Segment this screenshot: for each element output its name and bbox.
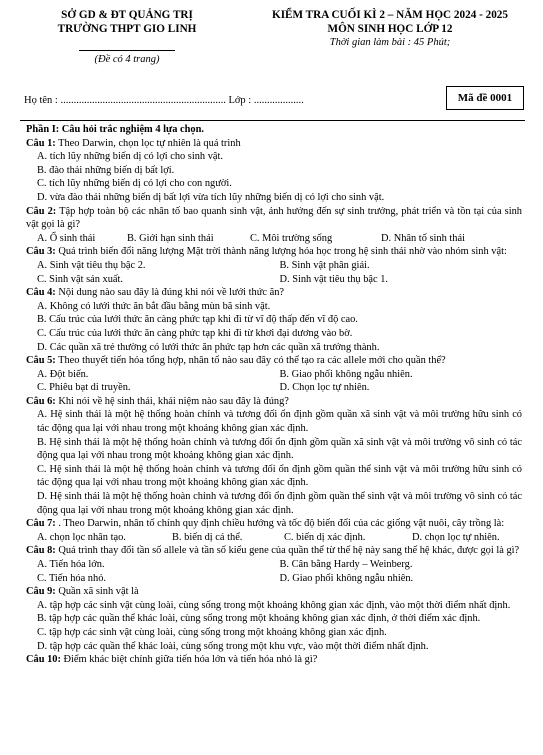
question-stem: Theo thuyết tiến hóa tổng hợp, nhân tố nào sau đây có thể tạo ra các allele mới cho quần thể? — [55, 355, 446, 367]
question-number: Câu 3: — [26, 246, 56, 258]
question-stem: Theo Darwin, chọn lọc tự nhiên là quá trình — [55, 137, 241, 149]
q6-option-d: D. Hệ sinh thái là một hệ thống hoàn chỉnh và tương đối ổn định gồm quần thể sinh vật và môi trường vô sinh có tác động qua lại với nhau trong một khoảng không gian xác định. — [37, 491, 522, 516]
q2-options — [26, 232, 522, 246]
question-stem: Nội dung nào sau đây là đúng khi nói về lưới thức ăn? — [55, 287, 285, 299]
part1-title: Phần I: Câu hỏi trắc nghiệm 4 lựa chọn. — [26, 124, 204, 135]
question-number: Câu 10: — [26, 654, 61, 666]
question-5 — [26, 354, 522, 368]
header-divider — [20, 120, 525, 121]
question-9 — [26, 585, 522, 599]
header-rule — [79, 50, 175, 51]
q1-option-c: C. tích lũy những biến dị có lợi cho con người. — [37, 178, 232, 190]
q9-option-d: D. tập hợp các quần thể khác loài, cùng sống trong một khu vực, vào một thời điểm nhất định. — [37, 640, 429, 652]
q3-option-d: D. Sinh vật tiêu thụ bậc 1. — [279, 273, 389, 285]
q6-option-c: C. Hệ sinh thái là một hệ thống hoàn chỉnh và tương đối ổn định gồm quần thể sinh vật và môi trường hữu sinh có tác động qua lại với nhau trong một khoảng không gian xác định. — [37, 463, 522, 489]
q4-option-b: B. Cấu trúc của lưới thức ăn càng phức tạp khi đi từ vĩ độ thấp đến vĩ độ cao. — [37, 314, 358, 326]
q8-options-row2 — [26, 572, 522, 586]
q1-option-a: A. tích lũy những biến dị có lợi cho sinh vật. — [37, 151, 224, 163]
q4-option-d: D. Các quần xã trẻ thường có lưới thức ăn phức tạp hơn các quần xã trưởng thành. — [37, 341, 380, 353]
question-number: Câu 9: — [26, 586, 56, 598]
q2-option-c: C. Môi trường sống — [250, 232, 333, 244]
question-stem: Quá trình biến đổi năng lượng Mặt trời thành năng lượng hóa học trong hệ sinh thái nhờ vào nhóm sinh vật: — [55, 246, 507, 258]
q8-options-row1 — [26, 558, 522, 572]
q3-option-c: C. Sinh vật sản xuất. — [37, 273, 124, 285]
q5-option-d: D. Chọn lọc tự nhiên. — [279, 382, 370, 394]
q6-option-b: B. Hệ sinh thái là một hệ thống hoàn chỉnh và tương đối ổn định gồm quần xã sinh vật và môi trường vô sinh có tác động qua lại với nhau trong một khoảng không gian xác định. — [37, 436, 522, 462]
question-number: Câu 2: — [26, 205, 57, 217]
q5-option-a: A. Đột biến. — [37, 368, 89, 380]
q7-options — [26, 531, 522, 545]
question-2 — [26, 205, 522, 232]
question-1 — [26, 137, 522, 151]
q1-option-b: B. đào thải những biến dị bất lợi. — [37, 164, 175, 176]
question-7 — [26, 517, 522, 531]
question-stem: . Theo Darwin, nhân tố chính quy định chiều hướng và tốc độ biến đổi của các giống vật nuôi, cây trồng là: — [55, 518, 505, 530]
question-number: Câu 1: — [26, 137, 56, 149]
q5-option-c: C. Phiêu bạt di truyền. — [37, 382, 131, 394]
question-3 — [26, 245, 522, 259]
q2-option-d: D. Nhân tố sinh thái — [381, 232, 465, 244]
question-number: Câu 6: — [26, 395, 56, 407]
exam-code-box: Mã đề 0001 — [446, 86, 524, 110]
q7-option-d: D. chọn lọc tự nhiên. — [412, 531, 500, 543]
school-name: TRƯỜNG THPT GIO LINH — [57, 23, 197, 35]
q9-option-a: A. tập hợp các sinh vật cùng loài, cùng sống trong một khoảng không gian xác định, vào một thời điểm nhất định. — [37, 599, 511, 611]
exam-content — [26, 123, 522, 667]
q9-option-b: B. tập hợp các quần thể khác loài, cùng sống trong một khoảng không gian xác định, ở thời điểm xác định. — [37, 613, 481, 625]
q9-option-c: C. tập hợp các sinh vật cùng loài, cùng sống trong một khoảng không gian xác định. — [37, 626, 387, 638]
q5-options-row1 — [26, 368, 522, 382]
q5-option-b: B. Giao phối không ngẫu nhiên. — [279, 368, 413, 380]
time-limit: Thời gian làm bài : 45 Phút; — [329, 37, 451, 48]
department-name: SỞ GD & ĐT QUẢNG TRỊ — [61, 9, 193, 21]
q6-option-a: A. Hệ sinh thái là một hệ thống hoàn chỉnh và tương đối ổn định gồm quần xã sinh vật và môi trường hữu sinh có tác động qua lại với nhau trong một khoảng không gian xác định. — [37, 409, 522, 435]
q8-option-c: C. Tiến hóa nhỏ. — [37, 572, 106, 584]
question-number: Câu 7: — [26, 518, 56, 530]
q4-option-a: A. Không có lưới thức ăn bắt đầu bằng mùn bã sinh vật. — [37, 300, 271, 312]
question-stem: Quần xã sinh vật là — [55, 586, 139, 598]
q1-option-d: D. vừa đào thải những biến dị bất lợi vừa tích lũy những biến dị có lợi cho sinh vật. — [37, 191, 385, 203]
subject-title: MÔN SINH HỌC LỚP 12 — [327, 23, 453, 35]
q2-option-a: A. Ổ sinh thái — [37, 232, 96, 244]
q8-option-b: B. Cân bằng Hardy – Weinberg. — [279, 559, 413, 570]
exam-header — [245, 8, 535, 50]
question-number: Câu 5: — [26, 355, 56, 367]
q8-option-a: A. Tiến hóa lớn. — [37, 559, 105, 570]
q2-option-b: B. Giới hạn sinh thái — [127, 232, 214, 244]
q4-option-c: C. Cấu trúc của lưới thức ăn càng phức tạp khi đi từ khơi đại dương vào bờ. — [37, 327, 353, 339]
question-stem: Điểm khác biệt chính giữa tiến hóa lớn và tiến hóa nhỏ là gì? — [60, 654, 318, 666]
q3-option-b: B. Sinh vật phân giải. — [279, 259, 370, 271]
exam-title: KIỂM TRA CUỐI KÌ 2 – NĂM HỌC 2024 - 2025 — [272, 9, 508, 21]
q5-options-row2 — [26, 381, 522, 395]
q7-option-b: B. biến dị cá thể. — [172, 531, 243, 543]
q3-options-row2 — [26, 273, 522, 287]
question-8 — [26, 544, 522, 558]
q8-option-d: D. Giao phối không ngẫu nhiên. — [279, 572, 414, 584]
question-stem: Tập hợp toàn bộ các nhân tố bao quanh sinh vật, ảnh hưởng đến sự sinh trưởng, phát triển và tồn tại của sinh vật gọi là gì? — [26, 205, 522, 231]
student-name-line: Họ tên : ............................................................... Lớp : ................... — [24, 95, 304, 106]
question-10 — [26, 653, 522, 667]
question-stem: Khi nói về hệ sinh thái, khái niệm nào sau đây là đúng? — [55, 395, 289, 407]
question-number: Câu 4: — [26, 287, 56, 299]
school-header — [22, 8, 232, 67]
question-4 — [26, 286, 522, 300]
q3-option-a: A. Sinh vật tiêu thụ bậc 2. — [37, 259, 146, 271]
question-number: Câu 8: — [26, 545, 56, 557]
question-6 — [26, 395, 522, 409]
pages-note: (Đề có 4 trang) — [94, 54, 160, 65]
q7-option-a: A. chọn lọc nhân tạo. — [37, 531, 126, 543]
q3-options-row1 — [26, 259, 522, 273]
q7-option-c: C. biến dị xác định. — [284, 531, 366, 543]
question-stem: Quá trình thay đổi tần số allele và tần số kiểu gene của quần thể từ thế hệ này sang thế hệ khác, được gọi là gì? — [55, 545, 520, 557]
